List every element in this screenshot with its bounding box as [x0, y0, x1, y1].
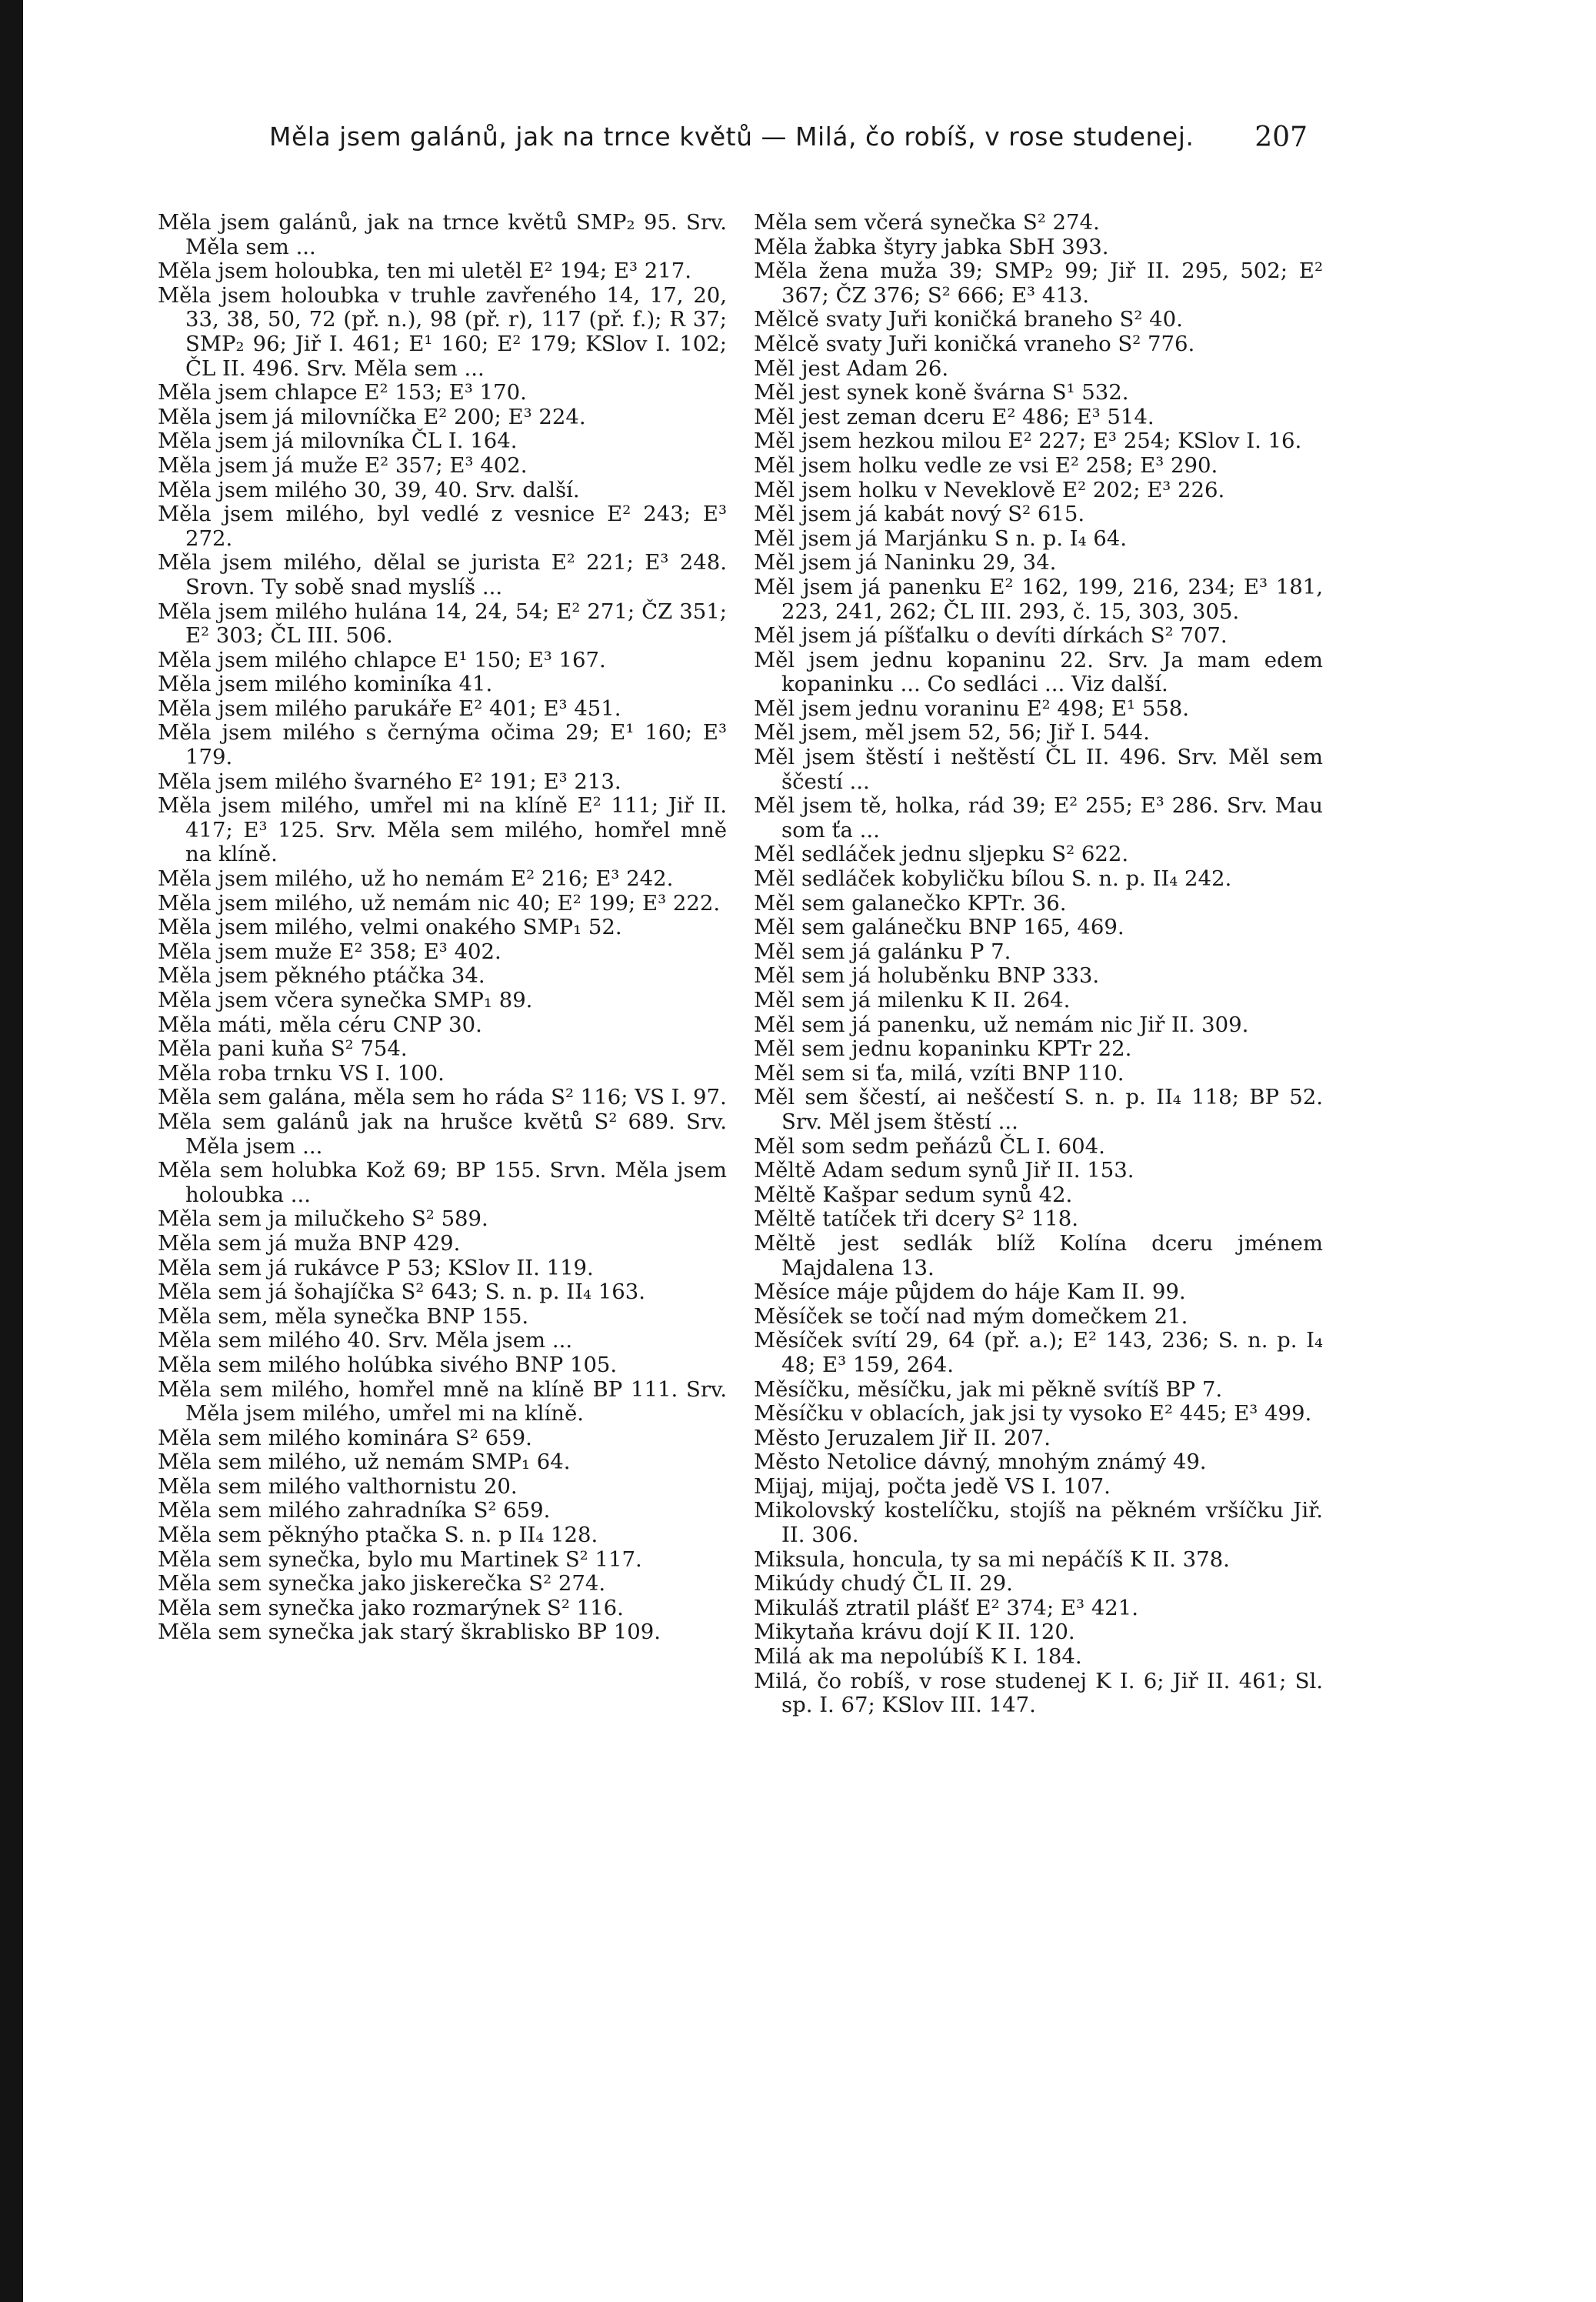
index-entry: Měla žena muža 39; SMP₂ 99; Jiř II. 295, 502; E² 367; ČZ 376; S² 666; E³ 413.: [754, 259, 1323, 308]
index-entry: Měla sem milého holúbka sivého BNP 105.: [158, 1352, 618, 1377]
index-entry: Měla jsem milého hulána 14, 24, 54; E² 271; ČZ 351; E² 303; ČL III. 506.: [158, 599, 727, 649]
index-entry: Měla jsem já muže E² 357; E³ 402.: [158, 452, 528, 478]
scan-binding-edge: [0, 0, 23, 2302]
index-entry: Měl sem já galánku P 7.: [754, 939, 1011, 964]
index-entry: Miksula, honcula, ty sa mi nepáčíš K II. 378.: [754, 1546, 1230, 1572]
index-entry: Měl jsem já panenku E² 162, 199, 216, 234; E³ 181, 223, 241, 262; ČL III. 293, č. 15, 303, 305.: [754, 574, 1323, 624]
index-entry: Měl sem si ťa, milá, vzíti BNP 110.: [754, 1060, 1125, 1086]
index-entry: Mělcě svaty Juři koničká braneho S² 40.: [754, 307, 1183, 332]
index-entry: Měsíce máje půjdem do háje Kam II. 99.: [754, 1279, 1186, 1305]
index-entry: Měsíček svítí 29, 64 (př. a.); E² 143, 236; S. n. p. I₄ 48; E³ 159, 264.: [754, 1328, 1323, 1377]
index-entry: Měl sedláček jednu sljepku S² 622.: [754, 842, 1129, 867]
index-entry: Měl som sedm peňázů ČL I. 604.: [754, 1133, 1105, 1159]
index-entry: Měla sem já šohajíčka S² 643; S. n. p. II₄ 163.: [158, 1279, 645, 1305]
index-entry: Měla sem milého 40. Srv. Měla jsem ...: [158, 1328, 573, 1353]
index-entry: Měla sem milého, homřel mně na klíně BP 111. Srv. Měla jsem milého, umřel mi na klíně.: [158, 1376, 727, 1426]
index-entry: Měla jsem milého, umřel mi na klíně E² 111; Jiř II. 417; E³ 125. Srv. Měla sem milého, homřel mně na klíně.: [158, 793, 727, 867]
index-entry: Měla sem ja milučkeho S² 589.: [158, 1206, 488, 1232]
index-entry: Měla jsem milého chlapce E¹ 150; E³ 167.: [158, 647, 606, 672]
index-entry: Mikuláš ztratil plášť E² 374; E³ 421.: [754, 1595, 1138, 1620]
index-entry: Měla sem synečka, bylo mu Martinek S² 117.: [158, 1546, 642, 1572]
index-entry: Měl jsem štěstí i neštěstí ČL II. 496. Srv. Měl sem ščestí ...: [754, 745, 1323, 794]
index-entry: Měla roba trnku VS I. 100.: [158, 1060, 445, 1086]
index-entry: Město Jeruzalem Jiř II. 207.: [754, 1425, 1051, 1450]
index-entry: Měla jsem milého, byl vedlé z vesnice E² 243; E³ 272.: [158, 502, 727, 551]
index-entry: Měl jsem holku v Neveklově E² 202; E³ 226.: [754, 477, 1225, 502]
index-entry: Měla jsem milého, už ho nemám E² 216; E³ 242.: [158, 866, 674, 892]
index-entry: Měl sem já milenku K II. 264.: [754, 988, 1071, 1013]
index-entry: Měl jsem já Naninku 29, 34.: [754, 550, 1057, 576]
index-entry: Měl sem galanečko KPTr. 36.: [754, 890, 1067, 916]
index-entry: Měl sem galánečku BNP 165, 469.: [754, 915, 1125, 940]
index-entry: Měla jsem holoubka v truhle zavřeného 14, 17, 20, 33, 38, 50, 72 (př. n.), 98 (př. r), 117 (př. f.); R 37; SMP₂ 96; Jiř I. 461; E¹ 160; E² 179; KSlov I. 102; ČL II. 496. Srv. Měla sem ...: [158, 282, 727, 381]
index-entry: Měl sem já holuběnku BNP 333.: [754, 963, 1100, 989]
index-entry: Milá, čo robíš, v rose studenej K I. 6; Jiř II. 461; Sl. sp. I. 67; KSlov III. 147.: [754, 1668, 1323, 1718]
index-entry: Měla jsem milého s černýma očima 29; E¹ 160; E³ 179.: [158, 720, 727, 770]
index-entry: Měla jsem chlapce E² 153; E³ 170.: [158, 380, 527, 405]
index-entry: Mijaj, mijaj, počta jedě VS I. 107.: [754, 1473, 1111, 1499]
index-entry: Měla sem synečka jako jiskerečka S² 274.: [158, 1571, 606, 1596]
index-entry: Měl sem jednu kopaninku KPTr 22.: [754, 1036, 1132, 1062]
index-entry: Měla pani kuňa S² 754.: [158, 1036, 408, 1062]
index-entry: Měla jsem pěkného ptáčka 34.: [158, 963, 485, 989]
index-entry: Měl jsem já Marjánku S n. p. I₄ 64.: [754, 525, 1128, 551]
index-entry: Měla jsem milého, už nemám nic 40; E² 199; E³ 222.: [158, 890, 721, 916]
index-entry: Měla jsem milého švarného E² 191; E³ 213.: [158, 769, 621, 794]
index-entry: Měla jsem včera synečka SMP₁ 89.: [158, 988, 533, 1013]
index-entry: Měla jsem milého 30, 39, 40. Srv. další.: [158, 477, 580, 502]
index-entry: Měla jsem já milovníčka E² 200; E³ 224.: [158, 404, 586, 429]
index-entry: Měla sem já rukávce P 53; KSlov II. 119.: [158, 1255, 594, 1280]
index-entry: Měla jsem holoubka, ten mi uletěl E² 194; E³ 217.: [158, 259, 692, 284]
index-entry: Měla jsem milého, dělal se jurista E² 221; E³ 248. Srovn. Ty sobě snad myslíš ...: [158, 550, 727, 599]
index-entry: Měla jsem milého parukáře E² 401; E³ 451.: [158, 696, 621, 721]
index-entry: Měla sem včerá synečka S² 274.: [754, 210, 1100, 235]
running-head: Měla jsem galánů, jak na trnce květů — Milá, čo robíš, v rose studenej.: [269, 122, 1195, 152]
index-entry: Měla sem milého valthornistu 20.: [158, 1473, 518, 1499]
index-column-left: [158, 211, 727, 1645]
index-entry: Mikolovský kostelíčku, stojíš na pěkném vršíčku Jiř. II. 306.: [754, 1498, 1323, 1548]
index-entry: Měl jest Adam 26.: [754, 355, 949, 381]
index-entry: Měla žabka štyry jabka SbH 393.: [754, 234, 1109, 259]
index-entry: Měla sem milého zahradníka S² 659.: [158, 1498, 551, 1523]
index-entry: Měsíčku, měsíčku, jak mi pěkně svítíš BP 7.: [754, 1376, 1223, 1402]
index-entry: Měl jsem jednu voraninu E² 498; E¹ 558.: [754, 696, 1189, 721]
index-entry: Měltě Adam sedum synů Jiř II. 153.: [754, 1158, 1135, 1183]
index-entry: Mikúdy chudý ČL II. 29.: [754, 1571, 1013, 1596]
index-entry: Měla sem synečka jak starý škrablisko BP 109.: [158, 1620, 661, 1645]
index-column-right: [754, 211, 1323, 1718]
page-header: [154, 122, 1308, 168]
index-entry: Měsíčku v oblacích, jak jsi ty vysoko E² 445; E³ 499.: [754, 1401, 1312, 1426]
index-entry: Měla sem milého kominára S² 659.: [158, 1425, 532, 1450]
index-entry: Měla jsem milého kominíka 41.: [158, 672, 493, 697]
index-entry: Měl jsem já píšťalku o devíti dírkách S² 707.: [754, 623, 1228, 649]
index-entry: Město Netolice dávný, mnohým známý 49.: [754, 1450, 1207, 1475]
index-entry: Měla sem synečka jako rozmarýnek S² 116.: [158, 1595, 624, 1620]
index-entry: Měla jsem galánů, jak na trnce květů SMP₂ 95. Srv. Měla sem ...: [158, 210, 727, 259]
index-entry: Měl jsem hezkou milou E² 227; E³ 254; KSlov I. 16.: [754, 429, 1302, 454]
index-entry: Měla máti, měla céru CNP 30.: [158, 1012, 482, 1037]
index-entry: Měla sem já muža BNP 429.: [158, 1230, 461, 1256]
page-number: 207: [1254, 122, 1308, 153]
index-entry: Měla jsem muže E² 358; E³ 402.: [158, 939, 501, 964]
index-entry: Měl jsem já kabát nový S² 615.: [754, 502, 1085, 527]
index-entry: Měl jsem jednu kopaninu 22. Srv. Ja mam edem kopaninku ... Co sedláci ... Viz další.: [754, 647, 1323, 697]
index-entry: Měl sem já panenku, už nemám nic Jiř II. 309.: [754, 1012, 1249, 1037]
index-entry: Měl jest zeman dceru E² 486; E³ 514.: [754, 404, 1155, 429]
index-entry: Měla sem galána, měla sem ho ráda S² 116; VS I. 97.: [158, 1085, 727, 1110]
index-entry: Měsíček se točí nad mým domečkem 21.: [754, 1303, 1188, 1329]
index-entry: Měla sem holubka Kož 69; BP 155. Srvn. Měla jsem holoubka ...: [158, 1158, 727, 1207]
index-entry: Milá ak ma nepolúbíš K I. 184.: [754, 1644, 1082, 1670]
index-entry: Měl jsem, měl jsem 52, 56; Jiř I. 544.: [754, 720, 1150, 746]
index-entry: Měltě tatíček tři dcery S² 118.: [754, 1206, 1078, 1232]
index-entry: Měla sem milého, už nemám SMP₁ 64.: [158, 1450, 571, 1475]
index-entry: Měl sedláček kobyličku bílou S. n. p. II₄ 242.: [754, 866, 1232, 892]
index-entry: Mikytaňa krávu dojí K II. 120.: [754, 1620, 1075, 1645]
index-entry: Měltě jest sedlák blíž Kolína dceru jménem Majdalena 13.: [754, 1230, 1323, 1280]
index-entry: Měla jsem milého, velmi onakého SMP₁ 52.: [158, 915, 622, 940]
index-entry: Měl jsem tě, holka, rád 39; E² 255; E³ 286. Srv. Mau som ťa ...: [754, 793, 1323, 842]
index-entry: Měl sem ščestí, ai neščestí S. n. p. II₄ 118; BP 52. Srv. Měl jsem štěstí ...: [754, 1085, 1323, 1134]
index-entry: Měla sem galánů jak na hrušce květů S² 689. Srv. Měla jsem ...: [158, 1109, 727, 1159]
index-entry: Měla sem pěknýho ptačka S. n. p II₄ 128.: [158, 1523, 598, 1548]
index-entry: Měltě Kašpar sedum synů 42.: [754, 1182, 1073, 1207]
index-entry: Měla jsem já milovníka ČL I. 164.: [158, 429, 518, 454]
index-entry: Měl jest synek koně švárna S¹ 532.: [754, 380, 1129, 405]
index-entry: Měl jsem holku vedle ze vsi E² 258; E³ 290.: [754, 452, 1218, 478]
index-entry: Měla sem, měla synečka BNP 155.: [158, 1303, 529, 1329]
index-entry: Mělcě svaty Juři koničká vraneho S² 776.: [754, 331, 1195, 356]
